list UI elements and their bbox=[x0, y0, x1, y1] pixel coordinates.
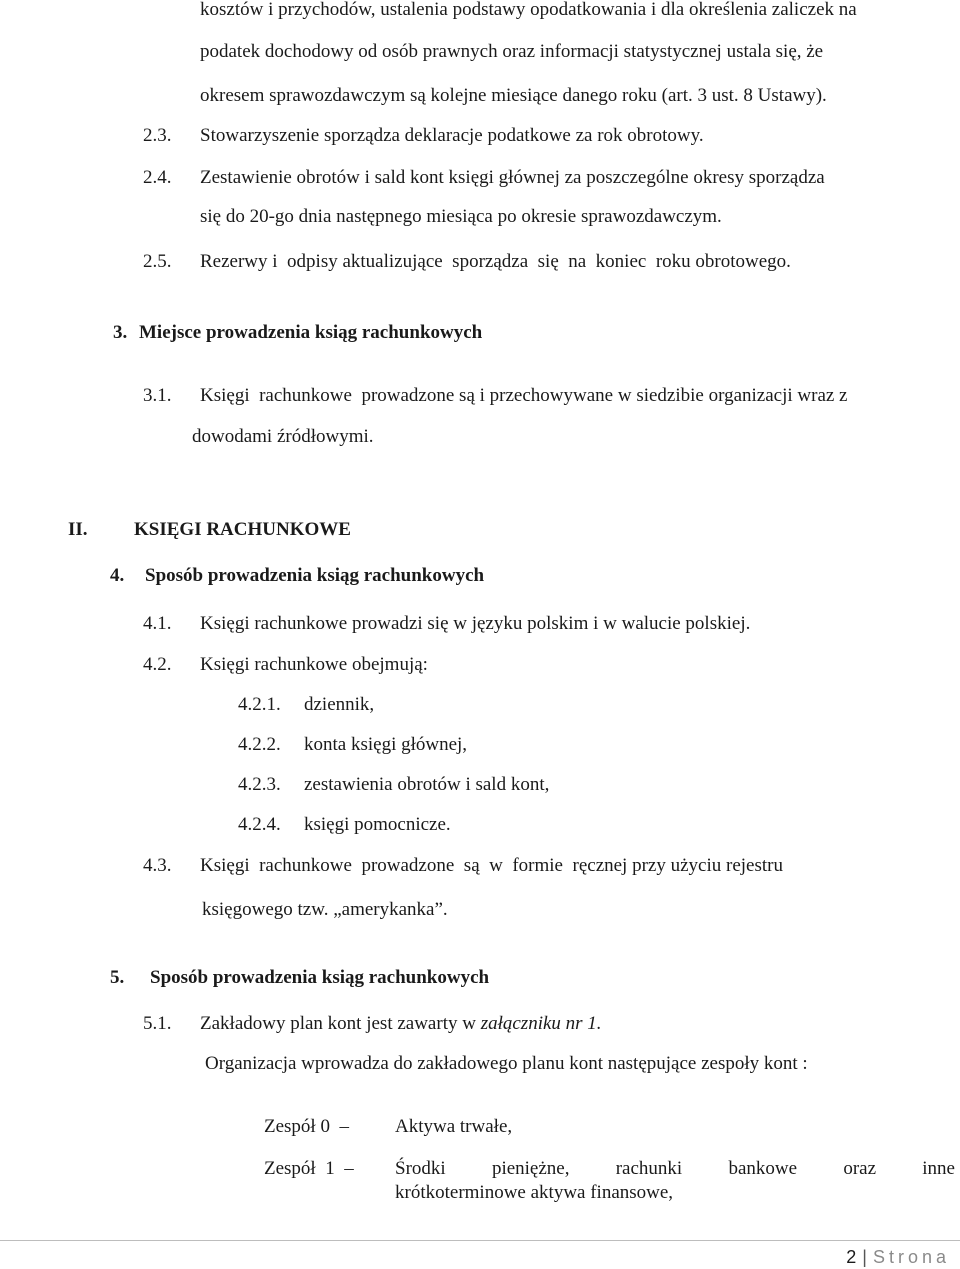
p2-3-number: 2.3. bbox=[143, 125, 172, 146]
p4-2-text: Księgi rachunkowe obejmują: bbox=[200, 654, 428, 675]
p3-1-line2: dowodami źródłowymi. bbox=[192, 426, 374, 447]
section-3-number: 3. bbox=[113, 322, 128, 343]
word: rachunki bbox=[615, 1158, 683, 1179]
zespol-1-label: Zespół 1 – bbox=[264, 1158, 354, 1179]
para1-line3: okresem sprawozdawczym są kolejne miesiące danego roku (art. 3 ust. 8 Ustawy). bbox=[200, 85, 827, 106]
para1-line2: podatek dochodowy od osób prawnych oraz informacji statystycznej ustala się, że bbox=[200, 41, 824, 62]
p4-2-number: 4.2. bbox=[143, 654, 172, 675]
section-4-number: 4. bbox=[110, 565, 125, 586]
word: Środki bbox=[395, 1158, 446, 1179]
word: bankowe bbox=[728, 1158, 798, 1179]
sub-item-number: 4.2.1. bbox=[238, 694, 281, 715]
word: pieniężne, bbox=[491, 1158, 570, 1179]
section-5-number: 5. bbox=[110, 967, 125, 988]
zespol-1-line1 bbox=[395, 1157, 955, 1181]
p4-3-line2: księgowego tzw. „amerykanka”. bbox=[202, 899, 448, 920]
section-5-heading: Sposób prowadzenia ksiąg rachunkowych bbox=[150, 967, 490, 988]
p4-1-text: Księgi rachunkowe prowadzi się w języku polskim i w walucie polskiej. bbox=[200, 613, 751, 634]
word: oraz bbox=[843, 1158, 877, 1179]
p3-1-line1: Księgi rachunkowe prowadzone są i przechowywane w siedzibie organizacji wraz z bbox=[200, 385, 848, 406]
p4-3-number: 4.3. bbox=[143, 855, 172, 876]
sub-item-text: zestawienia obrotów i sald kont, bbox=[304, 774, 550, 795]
p2-4-line2: się do 20-go dnia następnego miesiąca po okresie sprawozdawczym. bbox=[200, 206, 722, 227]
zespoly-intro: Organizacja wprowadza do zakładowego planu kont następujące zespoły kont : bbox=[205, 1053, 808, 1074]
footer-label: Strona bbox=[872, 1247, 950, 1267]
p2-3-text: Stowarzyszenie sporządza deklaracje podatkowe za rok obrotowy. bbox=[200, 125, 704, 146]
sub-item-number: 4.2.4. bbox=[238, 814, 281, 835]
word: inne bbox=[922, 1158, 955, 1179]
sub-item-number: 4.2.3. bbox=[238, 774, 281, 795]
section-3-heading: Miejsce prowadzenia ksiąg rachunkowych bbox=[139, 322, 483, 343]
p2-5-number: 2.5. bbox=[143, 251, 172, 272]
sub-item-number: 4.2.2. bbox=[238, 734, 281, 755]
footer-rule bbox=[0, 1240, 960, 1241]
p4-1-number: 4.1. bbox=[143, 613, 172, 634]
sub-item-text: księgi pomocnicze. bbox=[304, 814, 451, 835]
p2-5-text: Rezerwy i odpisy aktualizujące sporządza się na koniec roku obrotowego. bbox=[200, 251, 791, 272]
zespol-0-label: Zespół 0 – bbox=[264, 1116, 349, 1137]
p5-1-text bbox=[200, 1012, 602, 1036]
p4-3-line1: Księgi rachunkowe prowadzone są w formie ręcznej przy użyciu rejestru bbox=[200, 855, 783, 876]
zespol-0-text: Aktywa trwałe, bbox=[395, 1116, 513, 1137]
section-ii-number: II. bbox=[68, 519, 88, 540]
p5-1-number: 5.1. bbox=[143, 1013, 172, 1034]
footer-separator: | bbox=[862, 1247, 867, 1267]
page-footer bbox=[846, 1245, 950, 1269]
sub-item-text: dziennik, bbox=[304, 694, 375, 715]
p2-4-line1: Zestawienie obrotów i sald kont księgi głównej za poszczególne okresy sporządza bbox=[200, 167, 825, 188]
page-number: 2 bbox=[846, 1247, 857, 1267]
p5-1-plain: Zakładowy plan kont jest zawarty w bbox=[200, 1013, 481, 1034]
zespol-1-line2: krótkoterminowe aktywa finansowe, bbox=[395, 1182, 674, 1203]
p3-1-number: 3.1. bbox=[143, 385, 172, 406]
sub-item-text: konta księgi głównej, bbox=[304, 734, 468, 755]
section-4-heading: Sposób prowadzenia ksiąg rachunkowych bbox=[145, 565, 485, 586]
p5-1-attachment: załączniku nr 1. bbox=[480, 1013, 602, 1034]
section-ii-heading: KSIĘGI RACHUNKOWE bbox=[134, 519, 351, 540]
p2-4-number: 2.4. bbox=[143, 167, 172, 188]
para1-line1: kosztów i przychodów, ustalenia podstawy opodatkowania i dla określenia zaliczek na bbox=[200, 0, 857, 20]
